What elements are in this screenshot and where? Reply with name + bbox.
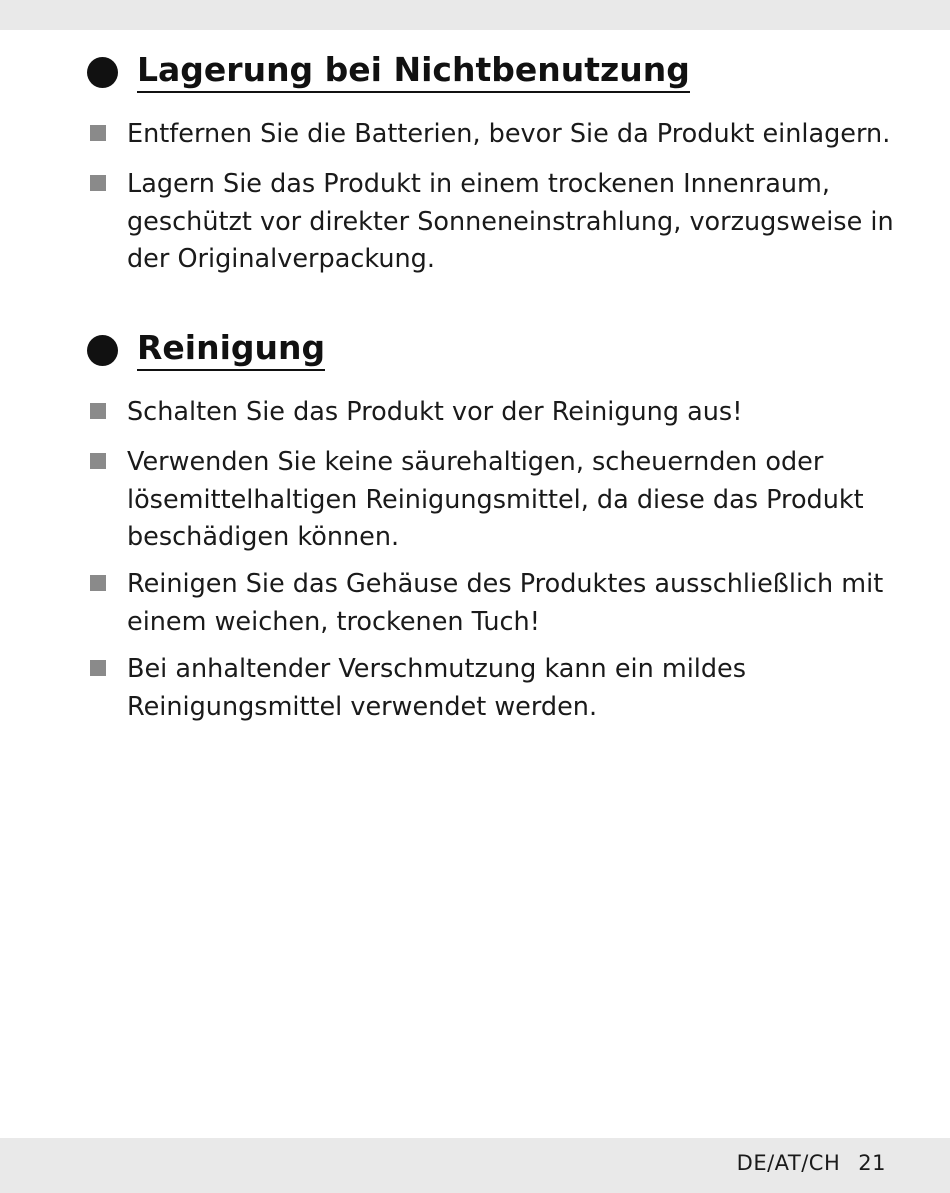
list-item-line: Verwenden Sie keine säurehaltigen, scheuernden oder bbox=[127, 447, 824, 477]
heading-bullet-icon bbox=[87, 57, 118, 88]
footer-region: DE/AT/CH bbox=[736, 1151, 841, 1175]
square-bullet-icon bbox=[90, 575, 106, 591]
square-bullet-icon bbox=[90, 403, 106, 419]
list-item-line: Reinigen Sie das Gehäuse des Produktes ausschließlich mit bbox=[127, 569, 884, 599]
square-bullet-icon bbox=[90, 125, 106, 141]
top-band bbox=[0, 0, 950, 30]
list-item-line: Schalten Sie das Produkt vor der Reinigung aus! bbox=[127, 397, 743, 427]
list-item-line: der Originalverpackung. bbox=[127, 244, 435, 274]
list-item-line: lösemittelhaltigen Reinigungsmittel, da diese das Produkt bbox=[127, 484, 864, 515]
square-bullet-icon bbox=[90, 175, 106, 191]
list-item-line: Bei anhaltender Verschmutzung kann ein mildes bbox=[127, 654, 747, 684]
list-item-line: beschädigen können. bbox=[127, 522, 400, 552]
list-item-line: Lagern Sie das Produkt in einem trockenen Innenraum, bbox=[127, 169, 830, 199]
section-title-cleaning: Reinigung bbox=[137, 328, 325, 371]
page-number: 21 bbox=[858, 1151, 886, 1175]
list-item-line: einem weichen, trockenen Tuch! bbox=[127, 606, 540, 637]
list-item-line: Entfernen Sie die Batterien, bevor Sie da Produkt einlagern. bbox=[127, 119, 891, 149]
heading-bullet-icon bbox=[87, 335, 118, 366]
list-item-line: geschützt vor direkter Sonneneinstrahlung, vorzugsweise in bbox=[127, 206, 894, 237]
list-item-line: Reinigungsmittel verwendet werden. bbox=[127, 691, 598, 722]
square-bullet-icon bbox=[90, 660, 106, 676]
section-title-storage: Lagerung bei Nichtbenutzung bbox=[137, 50, 690, 93]
square-bullet-icon bbox=[90, 453, 106, 469]
page-footer bbox=[737, 1151, 886, 1175]
